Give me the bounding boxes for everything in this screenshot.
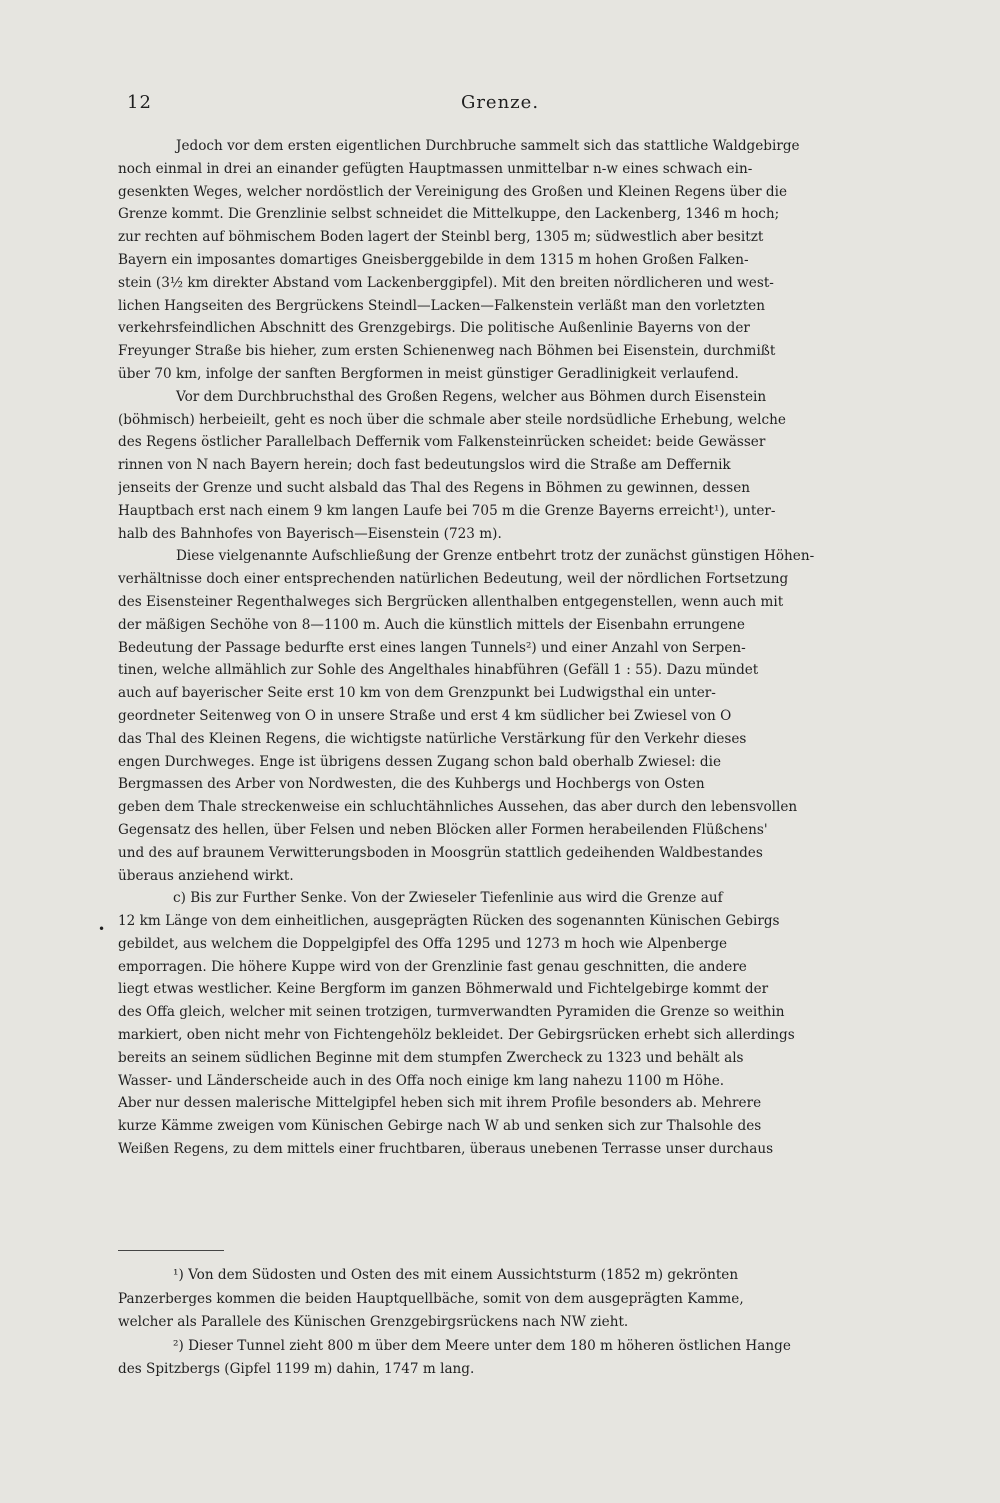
- text-line: gesenkten Weges, welcher nordöstlich der Vereinigung des Großen und Kleinen Regens über die: [118, 183, 788, 200]
- footnote-line: des Spitzbergs (Gipfel 1199 m) dahin, 1747 m lang.: [118, 1361, 475, 1377]
- body-text: [118, 135, 963, 1161]
- text-line: noch einmal in drei an einander gefügten Hauptmassen unmittelbar n-w eines schwach ein-: [118, 160, 753, 177]
- text-line: über 70 km, infolge der sanften Bergformen in meist günstiger Geradlinigkeit verlaufend.: [118, 365, 739, 382]
- running-head: Grenze.: [460, 92, 540, 113]
- text-line: rinnen von N nach Bayern herein; doch fast bedeutungslos wird die Straße am Deffernik: [118, 457, 731, 474]
- text-line: Hauptbach erst nach einem 9 km langen Laufe bei 705 m die Grenze Bayerns erreicht¹), unter-: [118, 502, 776, 519]
- text-line: Bedeutung der Passage bedurfte erst eines langen Tunnels²) und einer Anzahl von Serpen-: [118, 639, 746, 656]
- text-line: auch auf bayerischer Seite erst 10 km von dem Grenzpunkt bei Ludwigsthal ein unter-: [118, 685, 716, 702]
- text-line: bereits an seinem südlichen Beginne mit dem stumpfen Zwercheck zu 1323 und behält als: [118, 1049, 744, 1066]
- text-line: tinen, welche allmählich zur Sohle des Angelthales hinabführen (Gefäll 1 : 55). Dazu mündet: [118, 662, 759, 679]
- text-line: zur rechten auf böhmischem Boden lagert der Steinbl berg, 1305 m; südwestlich aber besitzt: [118, 229, 764, 246]
- text-line: der mäßigen Sechöhe von 8—1100 m. Auch die künstlich mittels der Eisenbahn errungene: [118, 616, 745, 633]
- footnote-line: welcher als Parallele des Künischen Grenzgebirgsrückens nach NW zieht.: [118, 1314, 629, 1330]
- text-line: Bergmassen des Arber von Nordwesten, die des Kuhbergs und Hochbergs von Osten: [118, 776, 705, 793]
- text-line: kurze Kämme zweigen vom Künischen Gebirge nach W ab und senken sich zur Thalsohle des: [118, 1118, 762, 1135]
- text-line: Wasser- und Länderscheide auch in des Offa noch einige km lang nahezu 1100 m Höhe.: [118, 1072, 725, 1089]
- text-line: halb des Bahnhofes von Bayerisch—Eisenstein (723 m).: [118, 525, 502, 542]
- text-line: Gegensatz des hellen, über Felsen und neben Blöcken aller Formen herabeilenden Flüßchens': [118, 821, 768, 838]
- footnote-line: Panzerberges kommen die beiden Hauptquellbäche, somit von dem ausgeprägten Kamme,: [118, 1290, 744, 1307]
- text-line: Freyunger Straße bis hieher, zum ersten Schienenweg nach Böhmen bei Eisenstein, durchmißt: [118, 343, 776, 360]
- text-line: emporragen. Die höhere Kuppe wird von der Grenzlinie fast genau geschnitten, die andere: [118, 958, 747, 975]
- text-line: Grenze kommt. Die Grenzlinie selbst schneidet die Mittelkuppe, den Lackenberg, 1346 m hoch;: [118, 206, 780, 223]
- text-line: Aber nur dessen malerische Mittelgipfel heben sich mit ihrem Profile besonders ab. Mehrere: [118, 1095, 762, 1112]
- text-line: liegt etwas westlicher. Keine Bergform im ganzen Böhmerwald und Fichtelgebirge kommt der: [118, 981, 769, 998]
- text-line: und des auf braunem Verwitterungsboden in Moosgrün stattlich gedeihenden Waldbestandes: [118, 844, 763, 861]
- text-line: jenseits der Grenze und sucht alsbald das Thal des Regens in Böhmen zu gewinnen, dessen: [118, 479, 751, 496]
- footnote-divider: [118, 1250, 224, 1251]
- text-line: engen Durchweges. Enge ist übrigens dessen Zugang schon bald oberhalb Zwiesel: die: [118, 753, 722, 770]
- text-line: stein (3½ km direkter Abstand vom Lackenberggipfel). Mit den breiten nördlicheren und west-: [118, 274, 774, 291]
- text-line: lichen Hangseiten des Bergrückens Steindl—Lacken—Falkenstein verläßt man den vorletzten: [118, 297, 765, 314]
- text-line: Vor dem Durchbruchsthal des Großen Regens, welcher aus Böhmen durch Eisenstein: [176, 388, 767, 405]
- text-line: des Eisensteiner Regenthalweges sich Bergrücken allenthalben entgegenstellen, wenn auch mit: [118, 593, 784, 610]
- text-line: verkehrsfeindlichen Abschnitt des Grenzgebirgs. Die politische Außenlinie Bayerns von der: [118, 320, 750, 337]
- text-line: Weißen Regens, zu dem mittels einer fruchtbaren, überaus unebenen Terrasse unser durchaus: [118, 1141, 774, 1158]
- text-line: überaus anziehend wirkt.: [118, 867, 294, 884]
- footnote-line: ¹) Von dem Südosten und Osten des mit einem Aussichtsturm (1852 m) gekrönten: [173, 1267, 739, 1283]
- footnotes: [118, 1264, 963, 1382]
- text-line: Bayern ein imposantes domartiges Gneisberggebilde in dem 1315 m hohen Großen Falken-: [118, 251, 749, 268]
- text-line: des Offa gleich, welcher mit seinen trotzigen, turmverwandten Pyramiden die Grenze so weithin: [118, 1004, 785, 1021]
- text-line: des Regens östlicher Parallelbach Deffernik vom Falkensteinrücken scheidet: beide Gewässer: [118, 434, 766, 451]
- page-number: 12: [127, 92, 152, 113]
- text-line: Jedoch vor dem ersten eigentlichen Durchbruche sammelt sich das stattliche Waldgebirge: [176, 138, 800, 154]
- text-line: 12 km Länge von dem einheitlichen, ausgeprägten Rücken des sogenannten Künischen Gebirgs: [118, 913, 780, 930]
- footnote-line: ²) Dieser Tunnel zieht 800 m über dem Meere unter dem 180 m höheren östlichen Hange: [173, 1337, 791, 1354]
- text-line: geordneter Seitenweg von O in unsere Straße und erst 4 km südlicher bei Zwiesel von O: [118, 707, 732, 724]
- text-line: verhältnisse doch einer entsprechenden natürlichen Bedeutung, weil der nördlichen Fortsetzung: [118, 571, 789, 588]
- text-line: Diese vielgenannte Aufschließung der Grenze entbehrt trotz der zunächst günstigen Höhen-: [176, 548, 815, 565]
- text-line: geben dem Thale streckenweise ein schluchtähnliches Aussehen, das aber durch den lebensvollen: [118, 799, 798, 816]
- text-line: (böhmisch) herbeieilt, geht es noch über die schmale aber steile nordsüdliche Erhebung, welche: [118, 411, 786, 428]
- text-line: das Thal des Kleinen Regens, die wichtigste natürliche Verstärkung für den Verkehr dieses: [118, 730, 747, 747]
- text-line: gebildet, aus welchem die Doppelgipfel des Offa 1295 und 1273 m hoch wie Alpenberge: [118, 935, 728, 952]
- margin-mark: •: [98, 922, 106, 936]
- section-heading-line: c) Bis zur Further Senke. Von der Zwieseler Tiefenlinie aus wird die Grenze auf: [173, 890, 723, 907]
- text-line: markiert, oben nicht mehr von Fichtengehölz bekleidet. Der Gebirgsrücken erhebt sich allerdings: [118, 1027, 795, 1044]
